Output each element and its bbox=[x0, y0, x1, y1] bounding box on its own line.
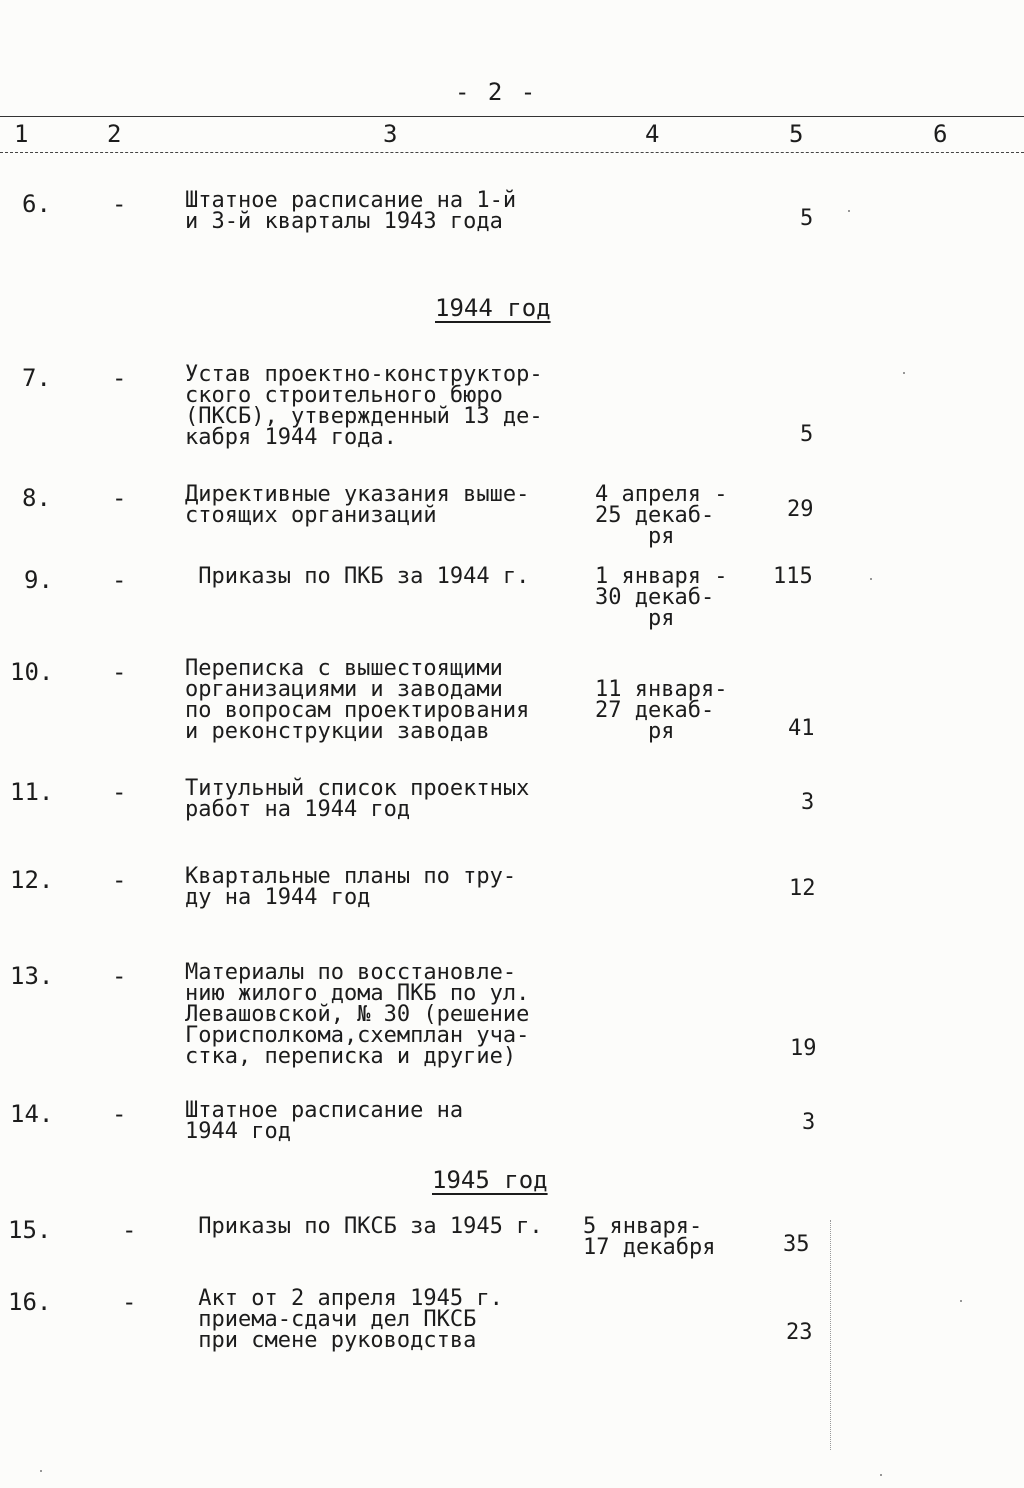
row-title: Штатное расписание на 1-й и 3-й кварталы 1943 года bbox=[185, 188, 517, 234]
scan-speck bbox=[40, 1470, 42, 1472]
row-number: 10. bbox=[10, 658, 54, 686]
row-number: 13. bbox=[10, 962, 54, 990]
scan-speck bbox=[848, 210, 850, 212]
row-sheets: 3 bbox=[801, 790, 815, 815]
row-title: Титульный список проектных работ на 1944 год bbox=[185, 776, 530, 822]
row-dash: - bbox=[112, 658, 127, 686]
page-number: - 2 - bbox=[455, 78, 538, 106]
row-dates: 1 января - 30 декаб- ря bbox=[595, 564, 728, 631]
row-dash: - bbox=[112, 866, 127, 894]
column-header-6: 6 bbox=[933, 120, 948, 148]
row-dates: 11 января- 27 декаб- ря bbox=[595, 677, 728, 744]
row-sheets: 12 bbox=[789, 876, 816, 901]
row-sheets: 5 bbox=[800, 206, 814, 231]
row-sheets: 115 bbox=[773, 564, 813, 589]
row-number: 14. bbox=[10, 1100, 54, 1128]
scan-speck bbox=[960, 1300, 962, 1302]
row-dash: - bbox=[112, 190, 127, 218]
scan-dotted-line bbox=[830, 1220, 831, 1450]
scan-speck bbox=[870, 578, 872, 580]
row-sheets: 5 bbox=[800, 422, 814, 447]
column-header-3: 3 bbox=[383, 120, 398, 148]
row-dash: - bbox=[122, 1216, 137, 1244]
scan-speck bbox=[880, 1474, 882, 1476]
row-dates: 4 апреля - 25 декаб- ря bbox=[595, 482, 728, 549]
column-header-4: 4 bbox=[645, 120, 660, 148]
row-dash: - bbox=[112, 962, 127, 990]
row-dash: - bbox=[112, 566, 127, 594]
year-heading: 1945 год bbox=[432, 1166, 548, 1194]
row-sheets: 29 bbox=[787, 497, 814, 522]
row-dash: - bbox=[112, 484, 127, 512]
row-dash: - bbox=[122, 1288, 137, 1316]
row-dash: - bbox=[112, 1100, 127, 1128]
row-dash: - bbox=[112, 778, 127, 806]
column-header-1: 1 bbox=[14, 120, 29, 148]
row-sheets: 35 bbox=[783, 1232, 810, 1257]
row-number: 8. bbox=[22, 484, 51, 512]
column-header-5: 5 bbox=[789, 120, 804, 148]
row-number: 7. bbox=[22, 364, 51, 392]
row-title: Акт от 2 апреля 1945 г. приема-сдачи дел ПКСБ при смене руководства bbox=[198, 1286, 503, 1353]
row-title: Материалы по восстановле- нию жилого дома ПКБ по ул. Левашовской, № 30 (решение Горисполкома,схемплан уча- стка, переписка и другие) bbox=[185, 960, 530, 1069]
row-number: 15. bbox=[8, 1216, 52, 1244]
row-number: 16. bbox=[8, 1288, 52, 1316]
row-title: Приказы по ПКБ за 1944 г. bbox=[185, 564, 530, 589]
year-heading: 1944 год bbox=[435, 294, 551, 322]
header-top-rule bbox=[0, 116, 1024, 117]
header-bottom-rule bbox=[0, 152, 1024, 153]
row-title: Устав проектно-конструктор- ского строительного бюро (ПКСБ), утвержденный 13 де- кабря 1944 года. bbox=[185, 362, 543, 450]
row-dates: 5 января- 17 декабря bbox=[583, 1214, 716, 1260]
row-sheets: 19 bbox=[790, 1036, 817, 1061]
row-number: 9. bbox=[24, 566, 53, 594]
row-number: 11. bbox=[10, 778, 54, 806]
column-header-2: 2 bbox=[107, 120, 122, 148]
row-title: Квартальные планы по тру- ду на 1944 год bbox=[185, 864, 517, 910]
row-dash: - bbox=[112, 364, 127, 392]
row-title: Переписка с вышестоящими организациями и заводами по вопросам проектирования и реконструкции заводав bbox=[185, 656, 530, 744]
row-title: Приказы по ПКСБ за 1945 г. bbox=[185, 1214, 543, 1239]
row-number: 6. bbox=[22, 190, 51, 218]
row-sheets: 3 bbox=[802, 1110, 816, 1135]
row-number: 12. bbox=[10, 866, 54, 894]
row-sheets: 23 bbox=[786, 1320, 813, 1345]
row-sheets: 41 bbox=[788, 716, 815, 741]
scan-speck bbox=[903, 372, 905, 374]
row-title: Штатное расписание на 1944 год bbox=[185, 1098, 464, 1144]
row-title: Директивные указания выше- стоящих организаций bbox=[185, 482, 530, 528]
